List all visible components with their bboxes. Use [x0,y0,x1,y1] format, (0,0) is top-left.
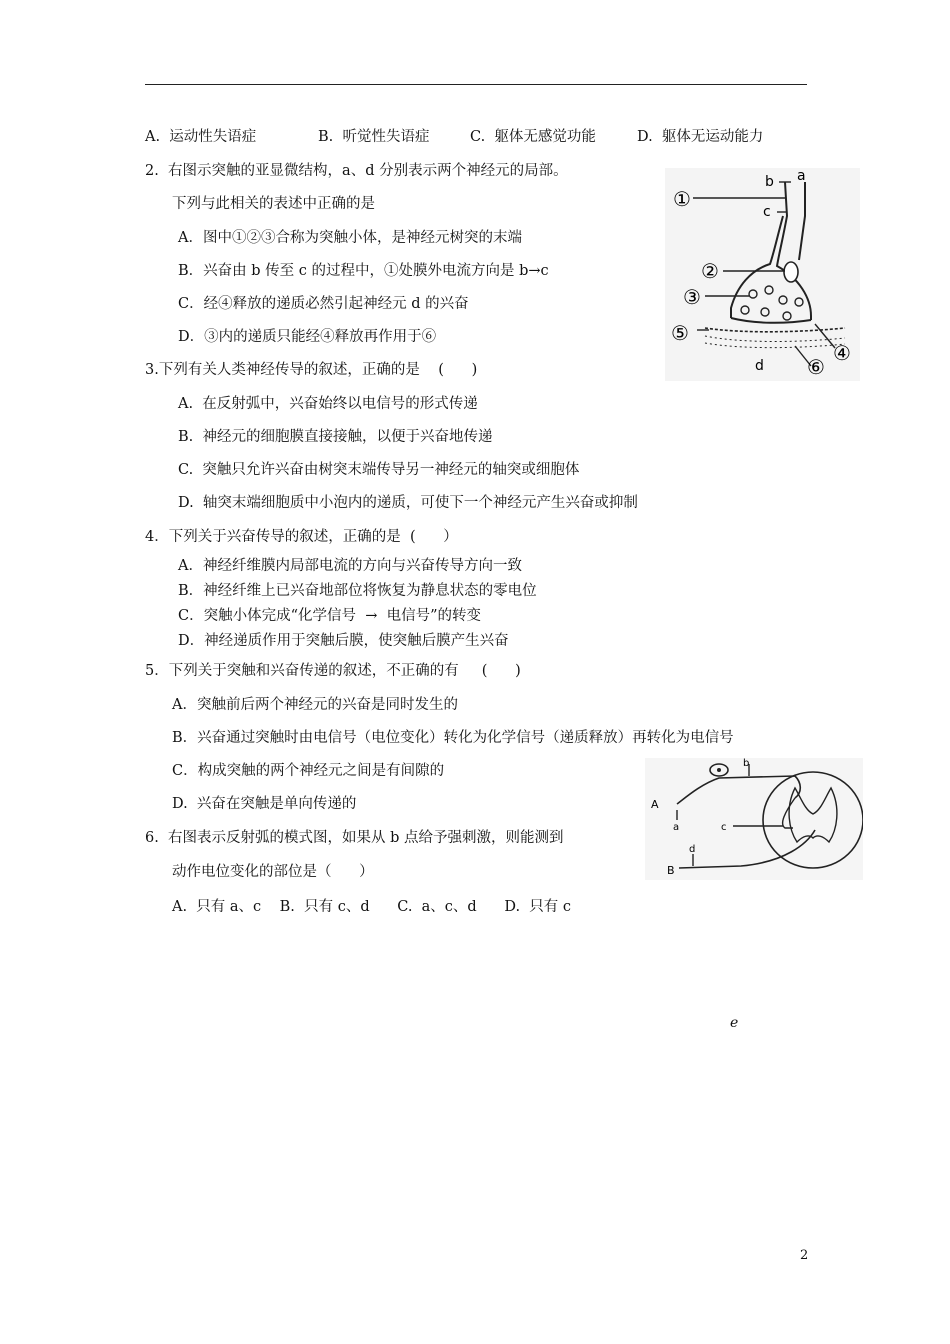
label-circled-4: ④ [833,341,851,365]
label-a: a [797,168,806,184]
q4-option-d: D．神经递质作用于突触后膜，使突触后膜产生兴奋 [178,633,509,649]
q2-option-c: C．经④释放的递质必然引起神经元 d 的兴奋 [178,296,469,312]
q1-option-a: A. 运动性失语症 [145,129,257,145]
q5-option-a: A．突触前后两个神经元的兴奋是同时发生的 [172,697,458,713]
q5-option-b: B．兴奋通过突触时由电信号（电位变化）转化为化学信号（递质释放）再转化为电信号 [172,730,734,746]
q3-option-a: A. 在反射弧中，兴奋始终以电信号的形式传递 [178,396,478,412]
q4-option-b: B．神经纤维上已兴奋地部位将恢复为静息状态的零电位 [178,583,537,599]
q6-stem-line2: 动作电位变化的部位是（ ） [172,864,374,880]
label-circled-5: ⑤ [671,321,689,345]
label-d: d [755,358,764,374]
label-c: c [763,204,771,220]
label-c: c [721,822,727,833]
label-circled-3: ③ [683,285,701,309]
q4-option-a: A．神经纤维膜内局部电流的方向与兴奋传导方向一致 [178,558,522,574]
label-circled-1: ① [673,187,691,211]
q5-option-c: C．构成突触的两个神经元之间是有间隙的 [172,763,445,779]
q2-stem-line2: 下列与此相关的表述中正确的是 [172,196,375,212]
q3-option-c: C. 突触只允许兴奋由树突末端传导另一神经元的轴突或细胞体 [178,462,580,478]
q4-option-c: C．突触小体完成“化学信号 → 电信号”的转变 [178,608,482,624]
label-circled-6: ⑥ [807,355,825,379]
page-number: 2 [800,1248,809,1263]
q2-stem-line1: 2. 右图示突触的亚显微结构，a、d 分别表示两个神经元的局部。 [145,163,568,179]
q2-option-a: A．图中①②③合称为突触小体，是神经元树突的末端 [178,230,522,246]
stray-letter: e [730,1015,739,1031]
label-b: b [765,174,774,190]
q4-stem: 4．下列关于兴奋传导的叙述，正确的是 ( ） [145,529,458,545]
reflex-arc-figure [645,758,863,880]
q2-option-b: B．兴奋由 b 传至 c 的过程中，①处膜外电流方向是 b→c [178,263,549,279]
q1-option-d: D. 躯体无运动能力 [637,129,764,145]
q5-stem: 5．下列关于突触和兴奋传递的叙述，不正确的有 ( ) [145,663,521,679]
q6-options: A. 只有 a、c B. 只有 c、d C. a、c、d D. 只有 c [172,899,572,915]
q3-option-d: D. 轴突末端细胞质中小泡内的递质，可使下一个神经元产生兴奋或抑制 [178,495,638,511]
label-circled-2: ② [701,259,719,283]
ganglion-nucleus [717,768,721,772]
synapse-figure [665,168,860,381]
q3-stem: 3.下列有关人类神经传导的叙述，正确的是 ( ) [145,362,478,378]
q2-option-d: D．③内的递质只能经④释放再作用于⑥ [178,329,437,345]
mitochondrion [784,262,798,282]
label-B: B [667,864,675,877]
synapse-figure-bg [665,168,860,381]
label-A: A [651,798,659,811]
q3-option-b: B. 神经元的细胞膜直接接触，以便于兴奋地传递 [178,429,493,445]
q6-stem-line1: 6. 右图表示反射弧的模式图，如果从 b 点给予强刺激，则能测到 [145,830,564,846]
q1-option-c: C. 躯体无感觉功能 [470,129,596,145]
q1-option-b: B. 听觉性失语症 [318,129,430,145]
label-b: b [743,758,750,769]
label-d: d [689,844,696,855]
q5-option-d: D. 兴奋在突触是单向传递的 [172,796,357,812]
label-a: a [673,822,680,833]
header-rule [145,84,807,85]
